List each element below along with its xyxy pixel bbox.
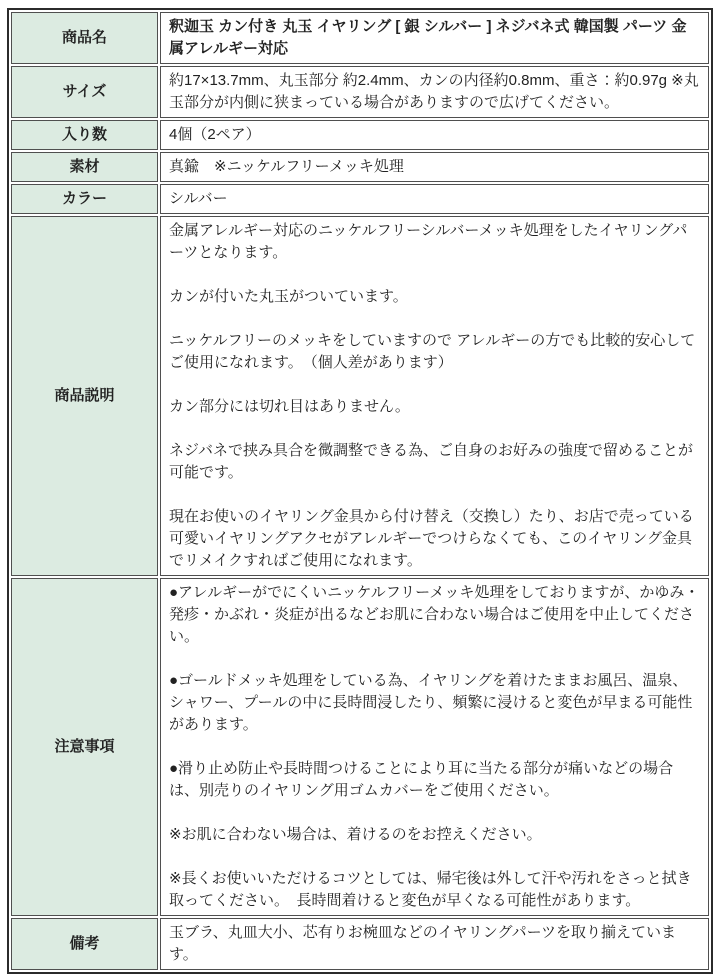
value-paragraph: 4個（2ペア）	[169, 126, 261, 143]
row-label: 注意事項	[11, 578, 158, 916]
row-value	[160, 216, 709, 576]
table-row	[11, 152, 709, 182]
row-value	[160, 918, 709, 970]
row-label: 商品説明	[11, 216, 158, 576]
value-paragraph: ネジバネで挟み具合を微調整できる為、ご自身のお好みの強度で留めることが可能です。	[169, 442, 693, 481]
table-row	[11, 66, 709, 118]
row-label: 商品名	[11, 12, 158, 64]
row-value	[160, 578, 709, 916]
row-label: サイズ	[11, 66, 158, 118]
spec-table-body	[11, 12, 709, 970]
value-paragraph: カンが付いた丸玉がついています。	[169, 288, 408, 305]
row-value	[160, 152, 709, 182]
value-paragraph: 金属アレルギー対応のニッケルフリーシルバーメッキ処理をしたイヤリングパーツとなります。	[169, 222, 688, 261]
value-paragraph: ※お肌に合わない場合は、着けるのをお控えください。	[169, 826, 542, 843]
value-paragraph: ※長くお使いいただけるコツとしては、帰宅後は外して汗や汚れをさっと拭き取ってください。 長時間着けると変色が早くなる可能性があります。	[169, 870, 692, 909]
value-paragraph: 約17×13.7mm、丸玉部分 約2.4mm、カンの内径約0.8mm、重さ：約0.97g ※丸玉部分が内側に狭まっている場合がありますので広げてください。	[169, 72, 699, 111]
row-value	[160, 66, 709, 118]
row-value	[160, 12, 709, 64]
row-label: カラー	[11, 184, 158, 214]
value-paragraph: シルバー	[169, 190, 228, 207]
value-paragraph: ニッケルフリーのメッキをしていますので アレルギーの方でも比較的安心してご使用になれます。 （個人差があります）	[169, 332, 696, 371]
row-value	[160, 184, 709, 214]
product-spec-table	[7, 8, 713, 974]
table-row	[11, 120, 709, 150]
value-paragraph: 釈迦玉 カン付き 丸玉 イヤリング [ 銀 シルバー ] ネジバネ式 韓国製 パーツ 金属アレルギー対応	[169, 18, 687, 57]
value-paragraph: 現在お使いのイヤリング金具から付け替え（交換し）たり、お店で売っている可愛いイヤリングアクセがアレルギーでつけらなくても、このイヤリング金具でリメイクすればご使用になれます。	[169, 508, 694, 569]
row-label: 入り数	[11, 120, 158, 150]
value-paragraph: カン部分には切れ目はありません。	[169, 398, 410, 415]
row-label: 備考	[11, 918, 158, 970]
table-row	[11, 578, 709, 916]
row-value	[160, 120, 709, 150]
row-label: 素材	[11, 152, 158, 182]
value-paragraph: ●アレルギーがでにくいニッケルフリーメッキ処理をしておりますが、かゆみ・発疹・かぶれ・炎症が出るなどお肌に合わない場合はご使用を中止してください。	[169, 584, 700, 645]
value-paragraph: ●ゴールドメッキ処理をしている為、イヤリングを着けたままお風呂、温泉、シャワー、プールの中に長時間浸したり、頻繁に浸けると変色が早まる可能性があります。	[169, 672, 693, 733]
value-paragraph: ●滑り止め防止や長時間つけることにより耳に当たる部分が痛いなどの場合は、別売りのイヤリング用ゴムカバーをご使用ください。	[169, 760, 674, 799]
value-paragraph: 玉ブラ、丸皿大小、芯有りお椀皿などのイヤリングパーツを取り揃えています。	[169, 924, 677, 963]
table-row	[11, 12, 709, 64]
value-paragraph: 真鍮 ※ニッケルフリーメッキ処理	[169, 158, 404, 175]
table-row	[11, 216, 709, 576]
table-row	[11, 184, 709, 214]
table-row	[11, 918, 709, 970]
